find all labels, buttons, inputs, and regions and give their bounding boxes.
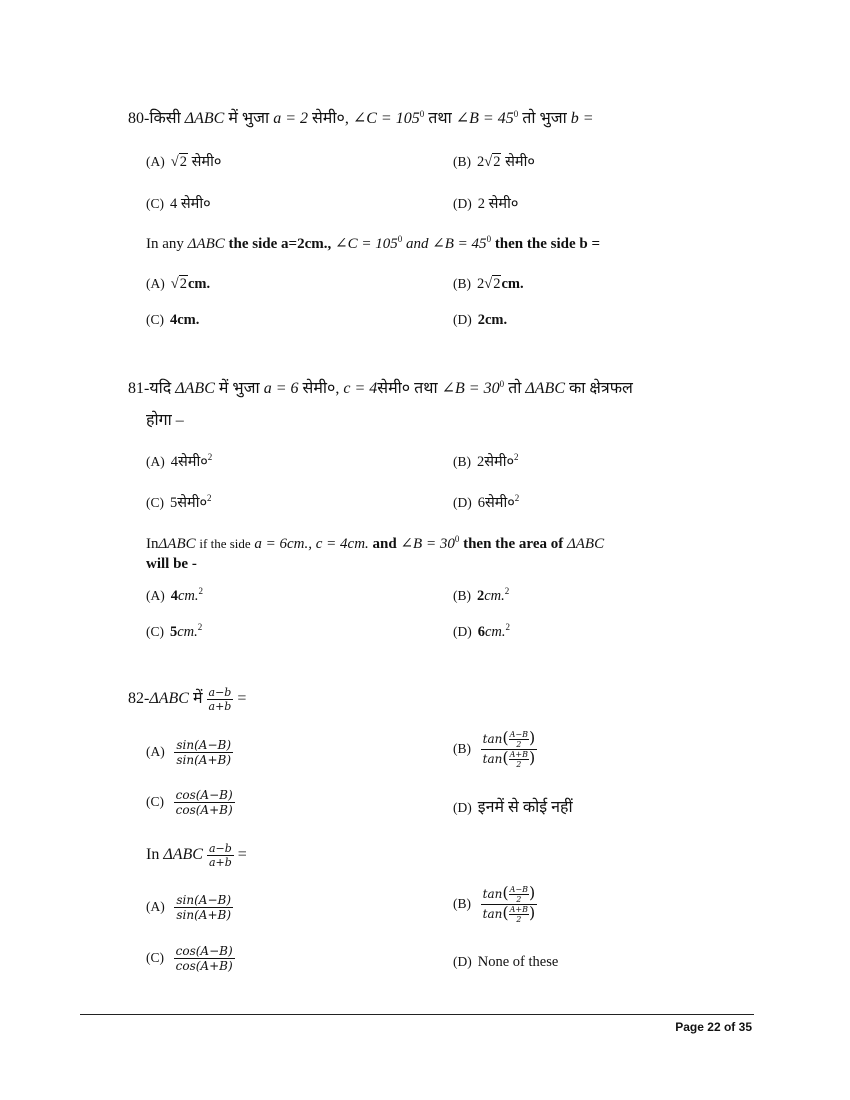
q81-option-d-hi: (D) $6सेमी०^2$ [453,493,520,511]
q80-option-b-en: (B) 2√2cm. [453,276,524,292]
q81-option-d-en: (D) 6cm.$^2$ [453,622,511,640]
q82-option-c-en: (C) $\frac{\cos(A-B)}{\cos(A+B)}$ [146,944,233,973]
q82-option-b-en: (B) tan( $\frac{A-B}{2}$ ) tan( $\frac{A+B}{2}$ ) [453,883,536,924]
q80-option-c-hi: (C) 4 सेमी० [146,196,211,212]
q81-option-b-hi: (B) $2सेमी०^2$ [453,452,519,470]
q81-option-c-hi: (C) $5सेमी०^2$ [146,493,212,511]
q82-question-en: In ΔABC $\frac{a-b}{a+b}$ = [146,842,247,869]
q80-option-b-hi: (B) 2√2 सेमी० [453,154,535,170]
q81-option-a-hi: (A) $4सेमी०^2$ [146,452,213,470]
q82-option-a-hi: (A) $\frac{\sin(A-B)}{\sin(A+B)}$ [146,738,232,767]
q81-option-c-en: (C) 5cm.$^2$ [146,622,203,640]
q82-option-d-en: (D) None of these [453,954,559,970]
q80-question-en: In any ΔABC the side a=2cm., ∠C = $105^0$ and ∠B = $45^0$ then the side b = [146,234,601,252]
q82-option-b-hi: (B) tan( $\frac{A-B}{2}$ ) tan( $\frac{A+B}{2}$ ) [453,728,536,769]
q80-option-d-en: (D) 2cm. [453,312,508,328]
page-number: Page 22 of 35 [675,1020,752,1034]
q82-question-hi: 82-ΔABC में $\frac{a-b}{a+b}$ = [128,686,247,713]
q81-option-a-en: (A) 4cm.$^2$ [146,586,204,604]
footer-divider [80,1014,754,1015]
q80-option-d-hi: (D) 2 सेमी० [453,196,519,212]
q82-fraction: $\frac{a-b}{a+b}$ [208,686,232,713]
q80-option-c-en: (C) 4cm. [146,312,200,328]
q81-question-hi-line2: होगा – [146,412,184,429]
q82-option-c-hi: (C) $\frac{\cos(A-B)}{\cos(A+B)}$ [146,788,233,817]
q81-option-b-en: (B) 2cm.$^2$ [453,586,510,604]
q81-question-en-line1: InΔABC if the side a = 6cm., c = 4cm. and ∠B = $30^0$ then the area of ΔABC [146,534,605,552]
q81-question-hi-line1: 81-यदि ΔABC में भुजा a = 6 सेमी०, c = 4सेमी० तथा ∠B = $30^0$ तो ΔABC का क्षेत्रफल [128,379,633,397]
q81-question-en-line2: will be - [146,556,197,572]
q80-option-a-en: (A) √2cm. [146,276,211,292]
q80-option-a-hi: (A) √2 सेमी० [146,154,222,170]
q80-question-hi: 80-किसी ΔABC में भुजा a = 2 सेमी०, ∠C = $105^0$ तथा ∠B = $45^0$ तो भुजा b = [128,109,594,127]
q82-option-d-hi: (D) इनमें से कोई नहीं [453,799,573,816]
q82-option-a-en: (A) $\frac{\sin(A-B)}{\sin(A+B)}$ [146,893,232,922]
